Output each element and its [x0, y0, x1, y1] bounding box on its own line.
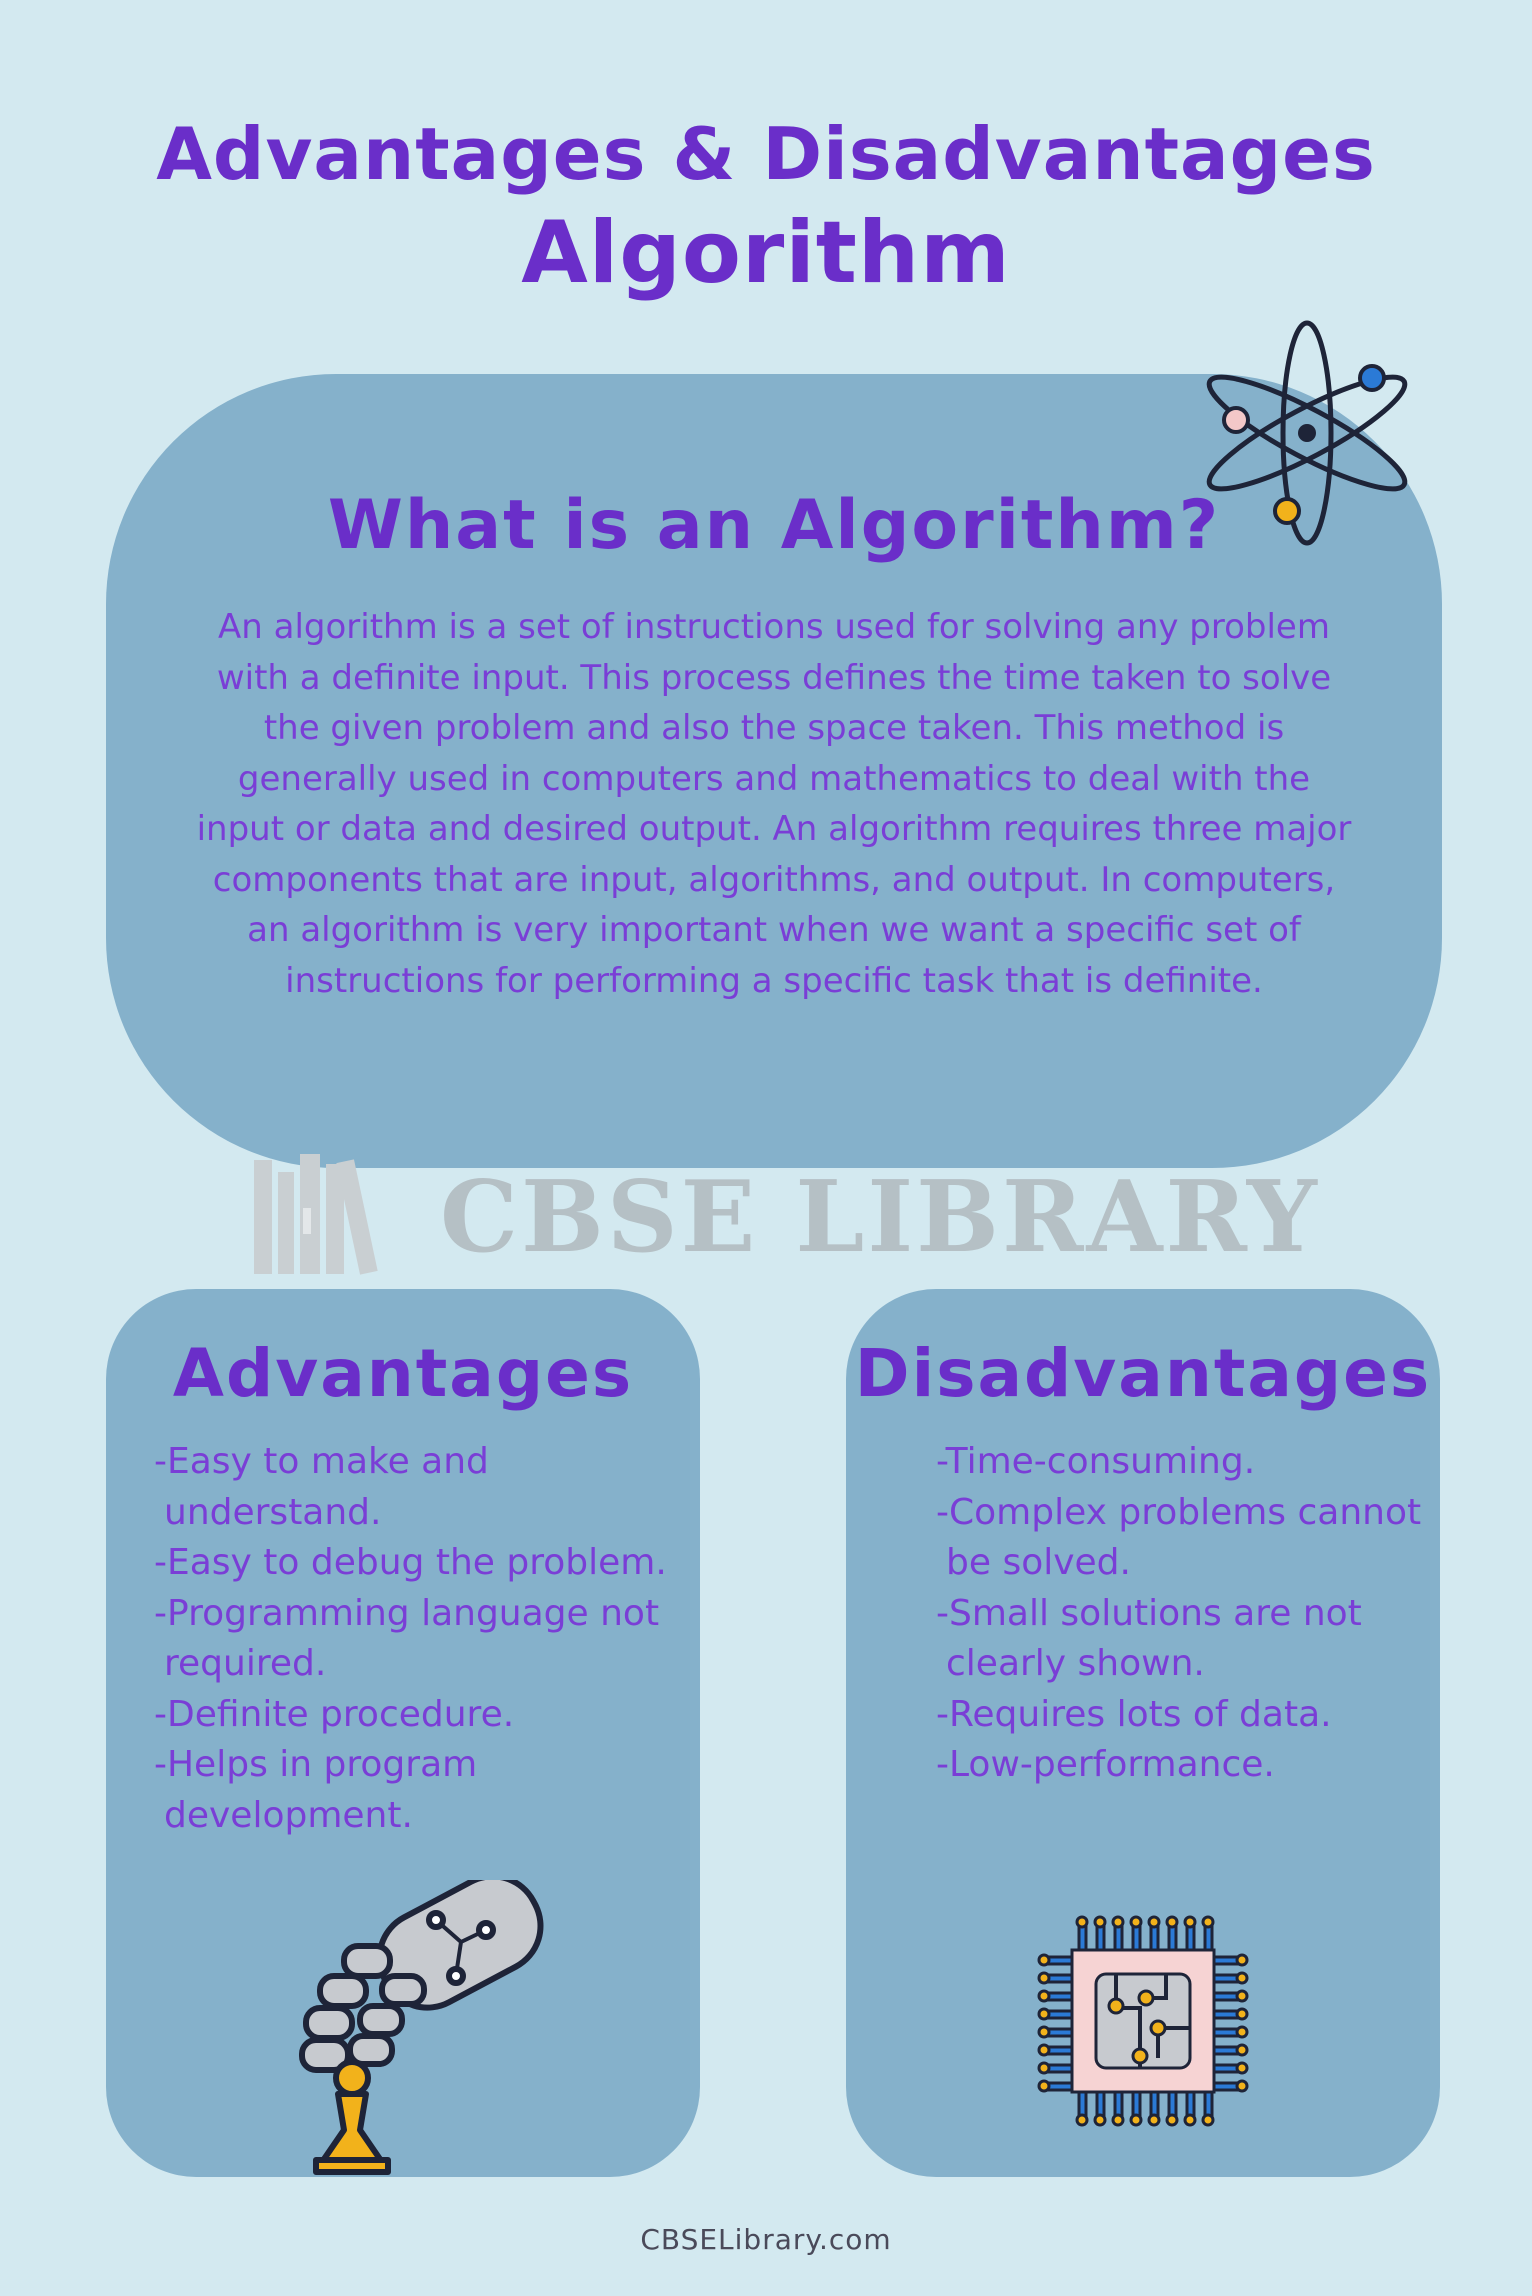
- page-title-line-1: Advantages & Disadvantages: [156, 112, 1376, 196]
- robot-hand-chess-icon: [286, 1880, 556, 2176]
- page-title-line-2: Algorithm: [521, 203, 1011, 303]
- advantages-heading: Advantages: [172, 1335, 634, 1412]
- list-item: -Small solutions are not clearly shown.: [936, 1592, 1362, 1684]
- list-item: -Low-performance.: [936, 1744, 1275, 1785]
- disadvantages-list: [936, 1437, 1436, 1791]
- list-item: -Easy to make and understand.: [154, 1441, 489, 1533]
- library-books-icon: [250, 1150, 390, 1280]
- atom-icon: [1200, 318, 1414, 548]
- list-item: -Easy to debug the problem.: [154, 1542, 667, 1583]
- list-item: -Complex problems cannot be solved.: [936, 1491, 1422, 1583]
- list-item: -Programming language not required.: [154, 1592, 660, 1684]
- list-item: -Helps in program development.: [154, 1744, 478, 1836]
- list-item: -Requires lots of data.: [936, 1693, 1332, 1735]
- footer-site-name: CBSELibrary.com: [640, 2223, 892, 2256]
- list-item: -Time-consuming.: [936, 1441, 1256, 1482]
- what-body-text: An algorithm is a set of instructions used for solving any problem with a definite input. This process defines the time taken to solve the given problem and also the space taken. This method is generally used in computers and mathematics to deal with the input or data and desired output. An algorithm requires three major components that are input, algorithms, and output. In computers, an algorithm is very important when we want a specific set of instructions for performing a specific task that is definite.: [196, 607, 1352, 1001]
- advantages-list: [154, 1437, 694, 1841]
- list-item: -Definite procedure.: [154, 1693, 515, 1735]
- watermark-text: CBSE LIBRARY: [440, 1160, 1320, 1275]
- watermark: [250, 1150, 1320, 1280]
- microchip-icon: [1030, 1908, 1256, 2134]
- disadvantages-heading: Disadvantages: [854, 1335, 1432, 1412]
- what-heading: What is an Algorithm?: [327, 486, 1221, 565]
